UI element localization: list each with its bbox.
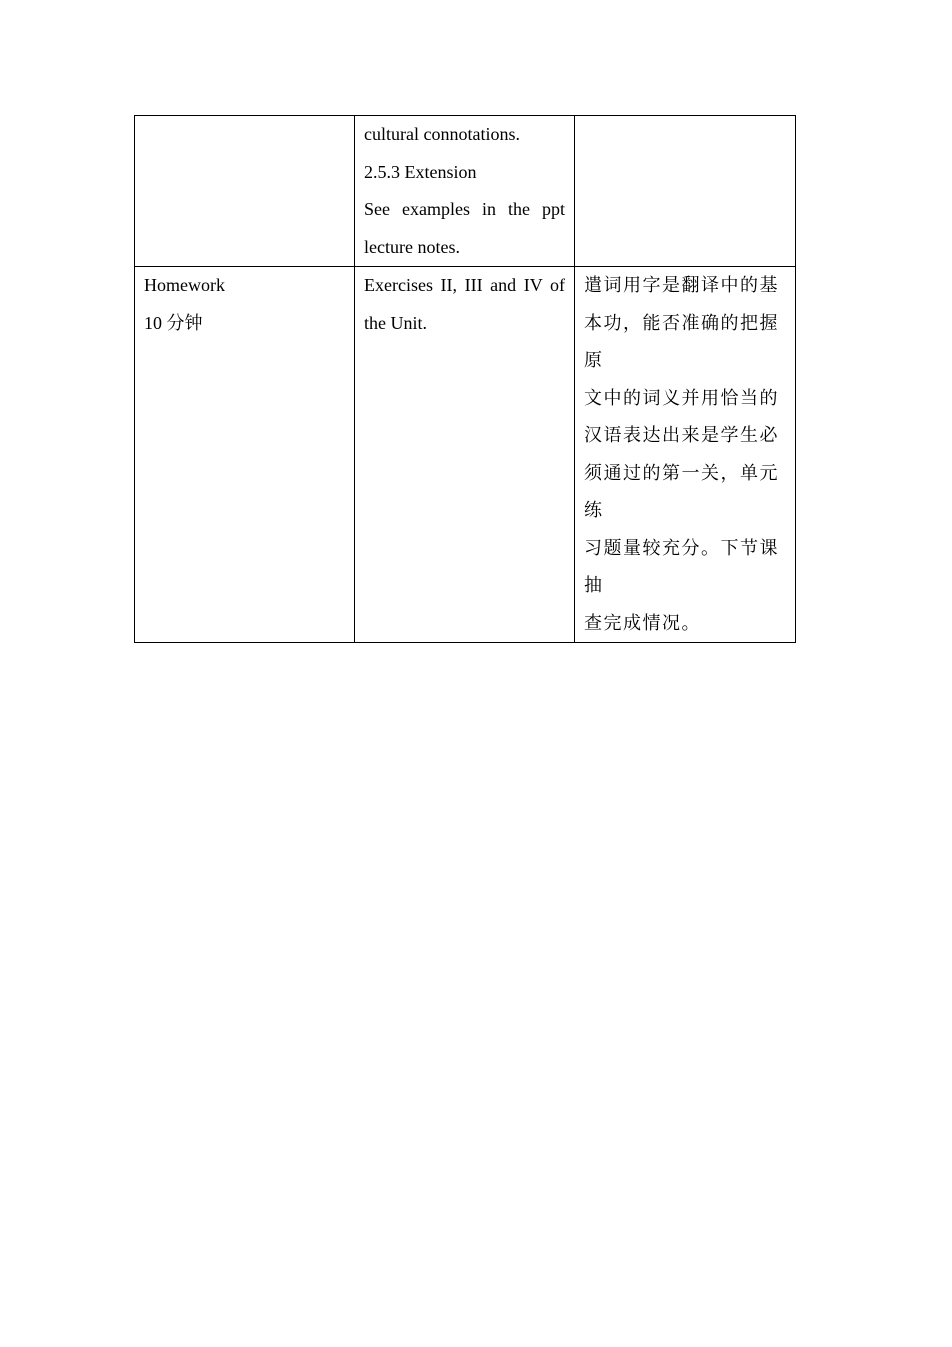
cell-notes [575, 116, 796, 267]
stage-title: Homework [144, 275, 225, 295]
cell-line: 习题量较充分。下节课抽 [584, 537, 779, 596]
cell-stage [135, 267, 355, 643]
cell-line: 本功，能否准确的把握原 [584, 312, 779, 371]
cell-notes [575, 267, 796, 643]
cell-content [355, 267, 575, 643]
cell-line: 汉语表达出来是学生必 [584, 425, 779, 446]
cell-line: the Unit. [364, 312, 427, 333]
table-row [135, 267, 796, 643]
cell-line: 遣词用字是翻译中的基 [584, 275, 779, 296]
cell-line: cultural connotations. [364, 124, 520, 144]
cell-content [355, 116, 575, 267]
cell-line: 查完成情况。 [584, 612, 701, 634]
cell-line: 文中的词义并用恰当的 [584, 387, 779, 409]
table-row [135, 116, 796, 267]
cell-line: 2.5.3 Extension [364, 161, 477, 182]
cell-line: lecture notes. [364, 236, 460, 257]
lesson-plan-table [134, 115, 796, 643]
stage-duration: 10 分钟 [144, 312, 203, 333]
cell-line: 须通过的第一关，单元练 [584, 462, 779, 521]
cell-line: See examples in the ppt [364, 199, 565, 219]
cell-line: Exercises II, III and IV of [364, 275, 565, 295]
cell-stage [135, 116, 355, 267]
